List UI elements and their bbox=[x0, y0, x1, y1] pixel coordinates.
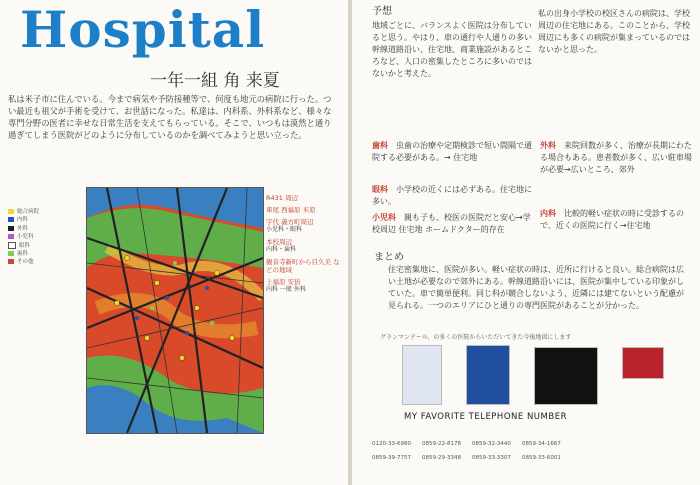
note-heading: 観音寺新町から目久美 などの地域 bbox=[266, 258, 340, 274]
legend-swatch bbox=[8, 217, 14, 222]
photo-caption: グランマンテール、の多くの医院からいただいてきた今後地図にします bbox=[380, 334, 572, 341]
legend-swatch bbox=[8, 209, 14, 214]
note-body: 内科・歯科 bbox=[266, 246, 297, 253]
legend-item: 歯科 bbox=[8, 250, 84, 258]
legend-item: 総合病院 bbox=[8, 208, 84, 216]
item-surgery: 外科 来院回数が多く、治療が長期にわたる場合もある。患者数が多く、広い駐車場が必要→広いところ、郊外 bbox=[540, 141, 692, 174]
map-notes bbox=[266, 190, 346, 294]
item-eye: 眼科 小学校の近くには必ずある。住宅地に多い。 bbox=[372, 185, 532, 206]
intro-text: 私は米子市に住んでいる。今まで病気や予防接種等で、何度も地元の病院に行った。つい最近も祖父が手術を受けて、お世話になった。私達は、内科系、外科系など、様々な専門分野の医者に幸せな日常生活を支えてもらっている。そこで、いつもは漠然と通り過ぎてしまう医院がどのように分布しているのかを調べてみようと思い立った。 bbox=[8, 94, 332, 140]
author-name: 一年一組 角 来夏 bbox=[150, 71, 280, 91]
legend-item: 内科 bbox=[8, 216, 84, 224]
poster-right-page bbox=[352, 0, 700, 485]
map-legend bbox=[8, 208, 84, 267]
legend-swatch bbox=[8, 242, 16, 249]
hospital-distribution-map bbox=[86, 187, 264, 434]
legend-item: 外科 bbox=[8, 225, 84, 233]
prediction-text: 地域ごとに、バランスよく医院は分布していると思う。やはり、車の通行や人通りの多い幹線道路沿い、住宅地、商業施設があるところなど、人口の密集したところに多いのではないかと考えた。 bbox=[372, 21, 532, 78]
legend-swatch bbox=[8, 259, 14, 264]
clinic-card-image bbox=[534, 347, 598, 405]
legend-swatch bbox=[8, 234, 14, 239]
legend-item: 小児科 bbox=[8, 233, 84, 241]
map-drawing bbox=[87, 188, 263, 433]
clinic-card-image bbox=[402, 345, 442, 405]
clinic-card-image bbox=[466, 345, 510, 405]
prediction-heading: 予想 bbox=[372, 6, 392, 17]
summary-heading: まとめ bbox=[374, 252, 404, 263]
note-heading: 上福原 安倍 bbox=[266, 278, 301, 286]
note-body: 内科 一般 外科 bbox=[266, 286, 306, 293]
legend-item: 眼科 bbox=[8, 242, 84, 250]
legend-swatch bbox=[8, 251, 14, 256]
legend-swatch bbox=[8, 226, 14, 231]
legend-item: その他 bbox=[8, 258, 84, 266]
note-heading: R431 周辺 bbox=[266, 194, 298, 202]
item-pediatric: 小児科 親も子も、校医の医院だと安心→学校周辺 住宅地 ホームドクター的存在 bbox=[372, 213, 531, 234]
summary-text: 住宅密集地に、医院が多い。軽い症状の時は、近所に行けると良い。総合病院は広い土地が必要なので郊外にある。幹線道路沿いには、医院が集中している印象がしていた。車で簡単便利。同じ科が競合しないよう、近隣には建てないという配慮が見られる。一つのエリアにひと通りの専門医院があることが分かった。 bbox=[388, 265, 684, 310]
note-heading: 本校周辺 bbox=[266, 238, 292, 246]
clinic-card-image bbox=[622, 347, 664, 379]
phone-number-list: 0120-33-6980 0859-22-8178 0859-32-3440 0859-34-1667 0859-39-7757 0859-29-3348 0859-33-3307 0859-33-6001 bbox=[372, 441, 561, 461]
note-heading: 車尾 西福原 米原 bbox=[266, 206, 316, 214]
school-area-text: 私の出身小学校の校区さんの病院は、学校周辺の住宅地にある。このことから、学校周辺にも多くの病院が集まっているのではないかと思った。 bbox=[538, 9, 690, 54]
poster-left-page bbox=[0, 0, 348, 485]
note-body: 小児科・眼科 bbox=[266, 226, 303, 233]
item-internal: 内科 比較的軽い症状の時に受診するので、近くの医院に行く→住宅地 bbox=[540, 209, 684, 230]
item-dental: 歯科 虫歯の治療や定期検診で短い間隔で通院する必要がある。→ 住宅地 bbox=[372, 141, 532, 162]
favorite-number-heading: MY FAVORITE TELEPHONE NUMBER bbox=[404, 412, 567, 422]
note-heading: 宇代 義方町周辺 bbox=[266, 218, 314, 226]
poster-title: Hospital bbox=[20, 0, 266, 59]
